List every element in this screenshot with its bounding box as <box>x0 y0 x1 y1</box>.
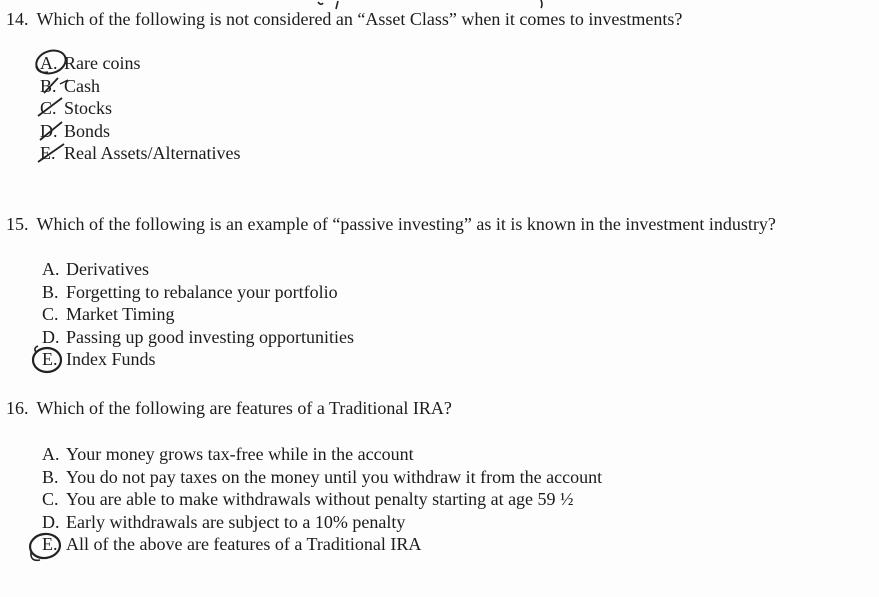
question-text: Which of the following are features of a Traditional IRA? <box>36 398 452 418</box>
option-text: Your money grows tax-free while in the account <box>66 444 414 464</box>
question-14-options <box>40 52 240 165</box>
option-letter: B. <box>42 281 59 302</box>
option-b <box>42 281 354 304</box>
option-text: All of the above are features of a Traditional IRA <box>66 534 422 554</box>
option-text: Stocks <box>64 98 113 118</box>
option-letter: A. <box>42 444 60 464</box>
option-e <box>42 533 602 556</box>
option-text: Bonds <box>64 120 111 141</box>
option-a <box>42 443 602 466</box>
option-b <box>40 75 240 98</box>
option-letter: B. <box>42 466 59 487</box>
stray-pen-mark <box>541 0 542 8</box>
option-text: Early withdrawals are subject to a 10% penalty <box>66 511 406 532</box>
option-letter: D. <box>42 511 60 532</box>
question-15 <box>6 213 776 235</box>
option-text: Derivatives <box>66 259 149 279</box>
option-b <box>42 466 602 489</box>
answer-circle-tail <box>35 346 38 352</box>
option-letter: C. <box>40 98 57 118</box>
question-15-options <box>42 258 354 371</box>
option-text: You do not pay taxes on the money until you withdraw it from the account <box>66 466 603 487</box>
option-letter: E. <box>42 349 58 369</box>
question-number: 15. <box>6 214 29 234</box>
option-d <box>42 511 602 534</box>
option-letter: A. <box>40 53 58 73</box>
option-text: Index Funds <box>66 349 156 369</box>
option-letter: E. <box>40 143 56 163</box>
option-c <box>42 303 354 326</box>
question-16 <box>6 397 452 419</box>
option-a <box>40 52 240 75</box>
option-text: Cash <box>64 75 100 96</box>
option-c <box>40 97 240 120</box>
option-letter: C. <box>42 304 59 324</box>
option-letter: C. <box>42 489 59 509</box>
option-text: Real Assets/Alternatives <box>64 143 241 163</box>
option-text: Rare coins <box>64 53 141 73</box>
option-letter: A. <box>42 259 60 279</box>
option-text: Market Timing <box>66 304 175 324</box>
question-14 <box>6 8 682 30</box>
question-number: 14. <box>6 9 29 29</box>
option-letter: E. <box>42 534 58 554</box>
option-text: Passing up good investing opportunities <box>66 326 354 347</box>
question-text: Which of the following is an example of “passive investing” as it is known in the investment industry? <box>36 214 776 234</box>
question-text: Which of the following is not considered an “Asset Class” when it comes to investments? <box>36 9 683 29</box>
option-d <box>40 120 240 143</box>
stray-pen-mark <box>318 2 323 4</box>
option-letter: D. <box>42 326 60 347</box>
option-e <box>40 142 240 165</box>
option-text: You are able to make withdrawals without penalty starting at age 59 ½ <box>66 489 574 509</box>
option-text: Forgetting to rebalance your portfolio <box>66 281 338 302</box>
question-number: 16. <box>6 398 29 418</box>
option-c <box>42 488 602 511</box>
answer-circle-tail <box>31 552 40 560</box>
option-a <box>42 258 354 281</box>
option-letter: B. <box>40 75 57 96</box>
question-16-options <box>42 443 602 556</box>
option-letter: D. <box>40 120 58 141</box>
option-e <box>42 348 354 371</box>
option-d <box>42 326 354 349</box>
